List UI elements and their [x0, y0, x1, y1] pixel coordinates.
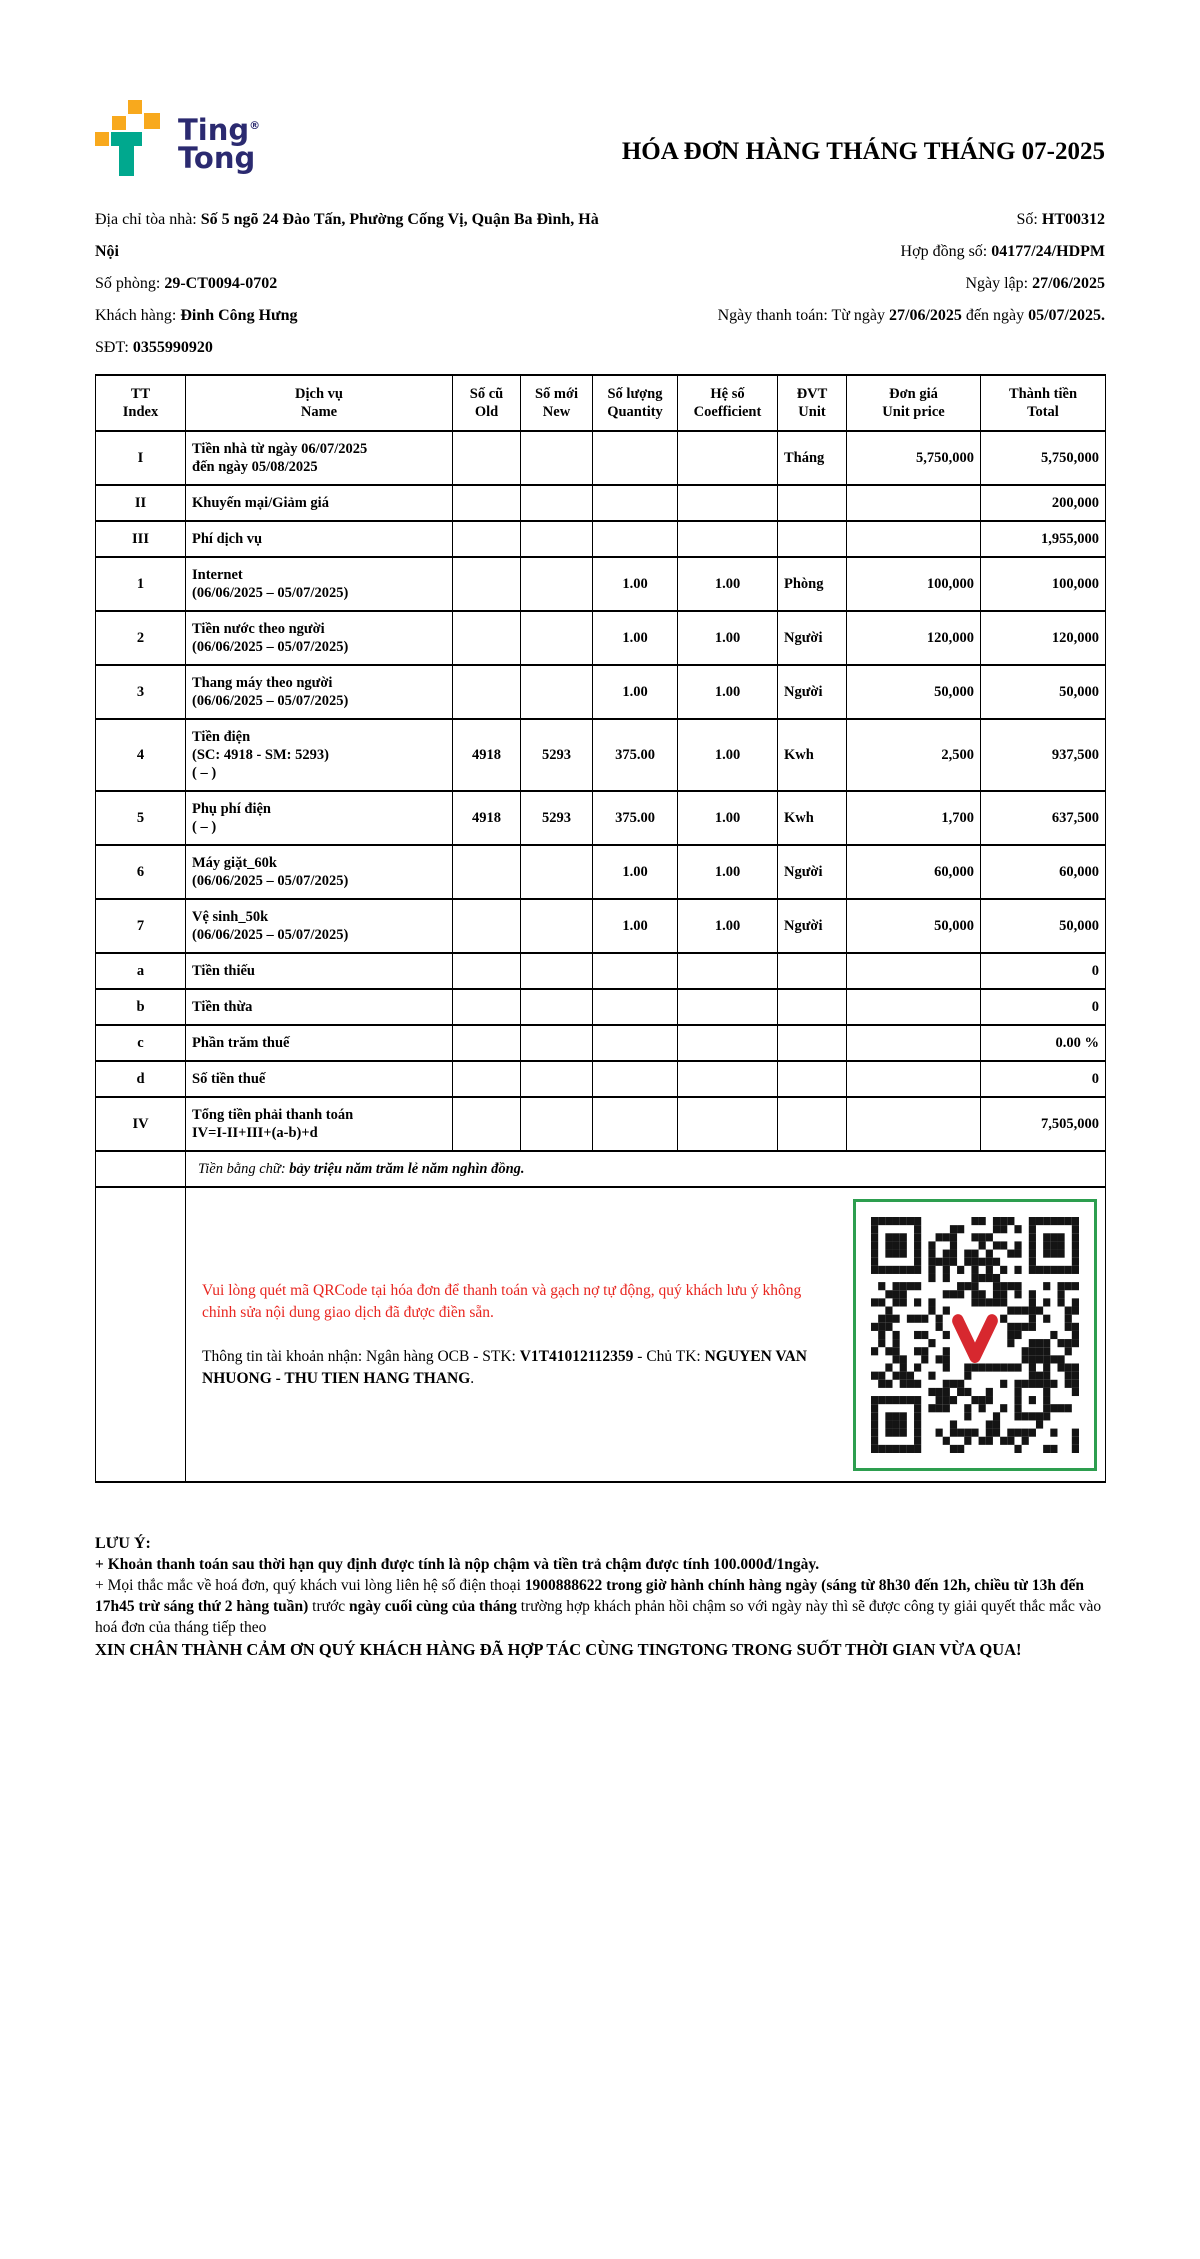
cell-price: 50,000	[847, 899, 981, 953]
cell-name: Tiền thừa	[186, 989, 453, 1025]
cell-coef	[678, 1097, 778, 1151]
cell-old	[453, 611, 521, 665]
header-tt: TT Index	[96, 375, 186, 431]
logo-pixel-teal	[111, 132, 142, 146]
cell-new	[521, 521, 593, 557]
cell-new	[521, 1061, 593, 1097]
invoice-table	[95, 374, 1106, 1483]
late-payment-note: + Khoản thanh toán sau thời hạn quy định được tính là nộp chậm và tiền trả chậm được tính 100.000đ/1ngày.	[95, 1556, 820, 1573]
invoice-number-value: HT00312	[1041, 211, 1105, 228]
cell-price	[847, 521, 981, 557]
cell-old	[453, 1097, 521, 1151]
qr-section-row	[96, 1187, 1106, 1482]
cell-coef	[678, 1061, 778, 1097]
header	[95, 100, 1105, 178]
cell-total: 1,955,000	[981, 521, 1106, 557]
cell-tt: 7	[96, 899, 186, 953]
logo-text-ting: Ting	[178, 113, 250, 147]
registered-mark-icon: ®	[249, 119, 261, 132]
invoice-title: HÓA ĐƠN HÀNG THÁNG THÁNG 07-2025	[621, 138, 1105, 165]
cell-qty	[593, 989, 678, 1025]
payment-label: Ngày thanh toán: Từ ngày	[717, 307, 890, 324]
room-label: Số phòng:	[95, 275, 165, 292]
cell-qty: 1.00	[593, 611, 678, 665]
cell-price	[847, 1097, 981, 1151]
contract-number	[615, 236, 1105, 268]
cell-name: Phí dịch vụ	[186, 521, 453, 557]
cell-unit	[778, 521, 847, 557]
amount-in-words	[186, 1151, 1106, 1187]
cell-price: 5,750,000	[847, 431, 981, 485]
account-info	[202, 1346, 819, 1390]
cell-price: 120,000	[847, 611, 981, 665]
cell-name: Internet (06/06/2025 – 05/07/2025)	[186, 557, 453, 611]
table-row	[96, 953, 1106, 989]
cell-new	[521, 899, 593, 953]
cell-tt: d	[96, 1061, 186, 1097]
cell-total: 7,505,000	[981, 1097, 1106, 1151]
cell-old	[453, 557, 521, 611]
cell-unit	[778, 1025, 847, 1061]
cell-qty: 1.00	[593, 665, 678, 719]
cell-total: 100,000	[981, 557, 1106, 611]
cell-tt: a	[96, 953, 186, 989]
header-new: Số mới New	[521, 375, 593, 431]
cell-old	[453, 1025, 521, 1061]
cell-old: 4918	[453, 791, 521, 845]
cell-old	[453, 899, 521, 953]
cell-coef: 1.00	[678, 791, 778, 845]
invoice-table-footer	[96, 1151, 1106, 1482]
cell-total: 120,000	[981, 611, 1106, 665]
cell-total: 0	[981, 953, 1106, 989]
phone-value: 0355990920	[132, 339, 213, 356]
cell-unit	[778, 1061, 847, 1097]
cell-new	[521, 845, 593, 899]
building-address	[95, 204, 600, 268]
cell-new	[521, 611, 593, 665]
contract-label: Hợp đồng số:	[900, 243, 992, 260]
table-row	[96, 1061, 1106, 1097]
cell-price: 60,000	[847, 845, 981, 899]
cell-qty: 375.00	[593, 791, 678, 845]
table-row	[96, 521, 1106, 557]
table-row	[96, 611, 1106, 665]
cell-coef	[678, 485, 778, 521]
cell-price	[847, 1061, 981, 1097]
footer-notes	[95, 1533, 1105, 1662]
tingtong-logo-icon	[95, 100, 163, 178]
cell-unit	[778, 989, 847, 1025]
cell-tt: 3	[96, 665, 186, 719]
cell-unit: Người	[778, 845, 847, 899]
cell-new	[521, 989, 593, 1025]
cell-name: Tiền nhà từ ngày 06/07/2025 đến ngày 05/08/2025	[186, 431, 453, 485]
cell-unit: Kwh	[778, 791, 847, 845]
cell-unit: Người	[778, 899, 847, 953]
cell-total: 637,500	[981, 791, 1106, 845]
cell-price	[847, 1025, 981, 1061]
table-row	[96, 665, 1106, 719]
cell-price: 100,000	[847, 557, 981, 611]
header-coefficient: Hệ số Coefficient	[678, 375, 778, 431]
table-row	[96, 431, 1106, 485]
cell-new: 5293	[521, 719, 593, 791]
invoice-number-label: Số:	[1016, 211, 1042, 228]
hotline-number: 1900888622 trong giờ hành chính hàng ngày (sáng từ 8h30 đến 12h, chiều từ 13h đến 17h45 trừ sáng thứ 2 hàng tuần)	[95, 1577, 1084, 1615]
cell-tt: III	[96, 521, 186, 557]
cell-total: 60,000	[981, 845, 1106, 899]
header-total: Thành tiền Total	[981, 375, 1106, 431]
account-mid: - Chủ TK:	[633, 1347, 705, 1365]
cell-unit: Người	[778, 611, 847, 665]
header-old: Số cũ Old	[453, 375, 521, 431]
qr-section	[186, 1187, 1106, 1482]
table-row	[96, 557, 1106, 611]
invoice-number	[615, 204, 1105, 236]
customer-name	[95, 300, 600, 332]
cell-coef: 1.00	[678, 557, 778, 611]
cell-price: 50,000	[847, 665, 981, 719]
account-holder: NGUYEN VAN NHUONG - THU TIEN HANG THANG	[202, 1347, 807, 1387]
logo-text-tong: Tong	[178, 141, 256, 175]
cell-name: Vệ sinh_50k (06/06/2025 – 05/07/2025)	[186, 899, 453, 953]
customer-phone	[95, 332, 600, 364]
cell-new	[521, 431, 593, 485]
logo-pixel-yellow	[144, 113, 160, 129]
issue-date	[615, 268, 1105, 300]
cell-new	[521, 557, 593, 611]
payment-period	[615, 300, 1105, 332]
cell-old	[453, 953, 521, 989]
amount-in-words-row	[96, 1151, 1106, 1187]
table-row	[96, 845, 1106, 899]
cell-name: Tiền thiếu	[186, 953, 453, 989]
cell-new	[521, 1025, 593, 1061]
cell-total: 0.00 %	[981, 1025, 1106, 1061]
cell-tt: I	[96, 431, 186, 485]
logo-pixel-yellow	[95, 132, 109, 146]
table-row	[96, 899, 1106, 953]
table-row	[96, 485, 1106, 521]
cell-coef	[678, 431, 778, 485]
cell-old	[453, 989, 521, 1025]
info-left	[95, 204, 600, 364]
contract-value: 04177/24/HDPM	[991, 243, 1105, 260]
phone-label: SĐT:	[95, 339, 133, 356]
table-row	[96, 989, 1106, 1025]
logo-pixel-yellow	[112, 116, 126, 130]
header-quantity: Số lượng Quantity	[593, 375, 678, 431]
cell-qty: 1.00	[593, 557, 678, 611]
room-number	[95, 268, 600, 300]
qr-payment-notice: Vui lòng quét mã QRCode tại hóa đơn để thanh toán và gạch nợ tự động, quý khách lưu ý không chỉnh sửa nội dung giao dịch đã được điền sẵn.	[202, 1281, 802, 1321]
cell-tt: b	[96, 989, 186, 1025]
contact-note-text: + Mọi thắc mắc về hoá đơn, quý khách vui lòng liên hệ số điện thoại	[95, 1577, 525, 1594]
cell-unit	[778, 1097, 847, 1151]
cell-qty: 1.00	[593, 845, 678, 899]
issue-date-label: Ngày lập:	[965, 275, 1033, 292]
room-value: 29-CT0094-0702	[164, 275, 278, 292]
account-prefix: Thông tin tài khoản nhận: Ngân hàng OCB - STK:	[202, 1347, 520, 1365]
cell-qty	[593, 521, 678, 557]
cell-tt: 6	[96, 845, 186, 899]
contact-note	[95, 1575, 1105, 1638]
payment-instructions	[194, 1280, 819, 1390]
cell-total: 0	[981, 989, 1106, 1025]
cell-coef	[678, 521, 778, 557]
cell-old	[453, 665, 521, 719]
table-row	[96, 791, 1106, 845]
cell-tt: 4	[96, 719, 186, 791]
cell-unit: Phòng	[778, 557, 847, 611]
cell-old	[453, 485, 521, 521]
cell-name: Máy giặt_60k (06/06/2025 – 05/07/2025)	[186, 845, 453, 899]
header-unit-price: Đơn giá Unit price	[847, 375, 981, 431]
payment-from-date: 27/06/2025	[889, 307, 962, 324]
cell-tt: 1	[96, 557, 186, 611]
account-suffix: .	[470, 1369, 475, 1387]
deadline-text: ngày cuối cùng của tháng	[348, 1598, 517, 1615]
cell-qty	[593, 485, 678, 521]
cell-qty: 1.00	[593, 899, 678, 953]
cell-name: Phụ phí điện ( – )	[186, 791, 453, 845]
qr-code	[871, 1217, 1079, 1453]
address-label: Địa chỉ tòa nhà:	[95, 211, 201, 228]
cell-total: 937,500	[981, 719, 1106, 791]
cell-old: 4918	[453, 719, 521, 791]
cell-total: 0	[981, 1061, 1106, 1097]
notes-title: LƯU Ý:	[95, 1535, 151, 1552]
cell-price	[847, 953, 981, 989]
cell-name: Tiền điện (SC: 4918 - SM: 5293) ( – )	[186, 719, 453, 791]
cell-new	[521, 953, 593, 989]
cell-qty	[593, 1025, 678, 1061]
cell-tt: c	[96, 1025, 186, 1061]
cell-coef: 1.00	[678, 611, 778, 665]
info-right	[615, 204, 1105, 364]
thanks-note: XIN CHÂN THÀNH CẢM ƠN QUÝ KHÁCH HÀNG ĐÃ HỢP TÁC CÙNG TINGTONG TRONG SUỐT THỜI GIAN VỪA QUA!	[95, 1640, 1022, 1659]
cell-qty: 375.00	[593, 719, 678, 791]
cell-coef	[678, 989, 778, 1025]
invoice-table-body	[96, 431, 1106, 1151]
cell-name: Tổng tiền phải thanh toán IV=I-II+III+(a-b)+d	[186, 1097, 453, 1151]
cell-tt: 5	[96, 791, 186, 845]
cell-new	[521, 665, 593, 719]
cell-unit: Kwh	[778, 719, 847, 791]
table-row	[96, 719, 1106, 791]
cell-total: 50,000	[981, 899, 1106, 953]
cell-qty	[593, 431, 678, 485]
tingtong-logo	[95, 100, 260, 178]
header-unit: ĐVT Unit	[778, 375, 847, 431]
cell-total: 200,000	[981, 485, 1106, 521]
qr-code-box	[853, 1199, 1097, 1471]
payment-to-date: 05/07/2025.	[1028, 307, 1105, 324]
cell-unit: Tháng	[778, 431, 847, 485]
logo-pixel-yellow	[128, 100, 142, 114]
cell-name: Phần trăm thuế	[186, 1025, 453, 1061]
cell-old	[453, 521, 521, 557]
cell-name: Khuyến mại/Giảm giá	[186, 485, 453, 521]
cell-qty	[593, 1097, 678, 1151]
empty-cell	[96, 1187, 186, 1482]
cell-coef	[678, 953, 778, 989]
contact-note-text: trường hợp khách phản hồi chậm so với ngày này thì sẽ được công ty giải quyết thắc mắc vào hoá đơn của tháng tiếp theo	[95, 1598, 1102, 1636]
cell-old	[453, 431, 521, 485]
address-value: Số 5 ngõ 24 Đào Tấn, Phường Cống Vị, Quận Ba Đình, Hà Nội	[95, 211, 599, 260]
cell-coef	[678, 1025, 778, 1061]
cell-unit	[778, 953, 847, 989]
cell-price: 1,700	[847, 791, 981, 845]
cell-old	[453, 845, 521, 899]
payment-mid-label: đến ngày	[961, 307, 1029, 324]
cell-name: Tiền nước theo người (06/06/2025 – 05/07/2025)	[186, 611, 453, 665]
cell-coef: 1.00	[678, 845, 778, 899]
issue-date-value: 27/06/2025	[1032, 275, 1105, 292]
invoice-content	[95, 0, 1105, 1662]
cell-new	[521, 485, 593, 521]
logo-pixel-teal	[119, 146, 134, 176]
cell-qty	[593, 953, 678, 989]
cell-new: 5293	[521, 791, 593, 845]
contact-note-text: trước	[308, 1598, 349, 1615]
cell-total: 50,000	[981, 665, 1106, 719]
cell-old	[453, 1061, 521, 1097]
cell-name: Số tiền thuế	[186, 1061, 453, 1097]
cell-price	[847, 485, 981, 521]
cell-total: 5,750,000	[981, 431, 1106, 485]
header-service: Dịch vụ Name	[186, 375, 453, 431]
cell-unit: Người	[778, 665, 847, 719]
table-row	[96, 1097, 1106, 1151]
cell-coef: 1.00	[678, 665, 778, 719]
cell-coef: 1.00	[678, 719, 778, 791]
customer-value: Đinh Công Hưng	[180, 307, 298, 324]
amount-in-words-label: Tiền bằng chữ:	[198, 1161, 290, 1177]
cell-tt: II	[96, 485, 186, 521]
amount-in-words-value: bảy triệu năm trăm lẻ năm nghìn đồng.	[289, 1161, 525, 1177]
cell-coef: 1.00	[678, 899, 778, 953]
table-row	[96, 1025, 1106, 1061]
account-number: V1T41012112359	[519, 1347, 634, 1365]
cell-price	[847, 989, 981, 1025]
logo-wordmark	[178, 100, 260, 178]
cell-name: Thang máy theo người (06/06/2025 – 05/07/2025)	[186, 665, 453, 719]
cell-price: 2,500	[847, 719, 981, 791]
customer-label: Khách hàng:	[95, 307, 181, 324]
cell-tt: IV	[96, 1097, 186, 1151]
invoice-info	[95, 204, 1105, 364]
table-header	[96, 375, 1106, 431]
cell-new	[521, 1097, 593, 1151]
cell-tt: 2	[96, 611, 186, 665]
empty-cell	[96, 1151, 186, 1187]
cell-unit	[778, 485, 847, 521]
cell-qty	[593, 1061, 678, 1097]
